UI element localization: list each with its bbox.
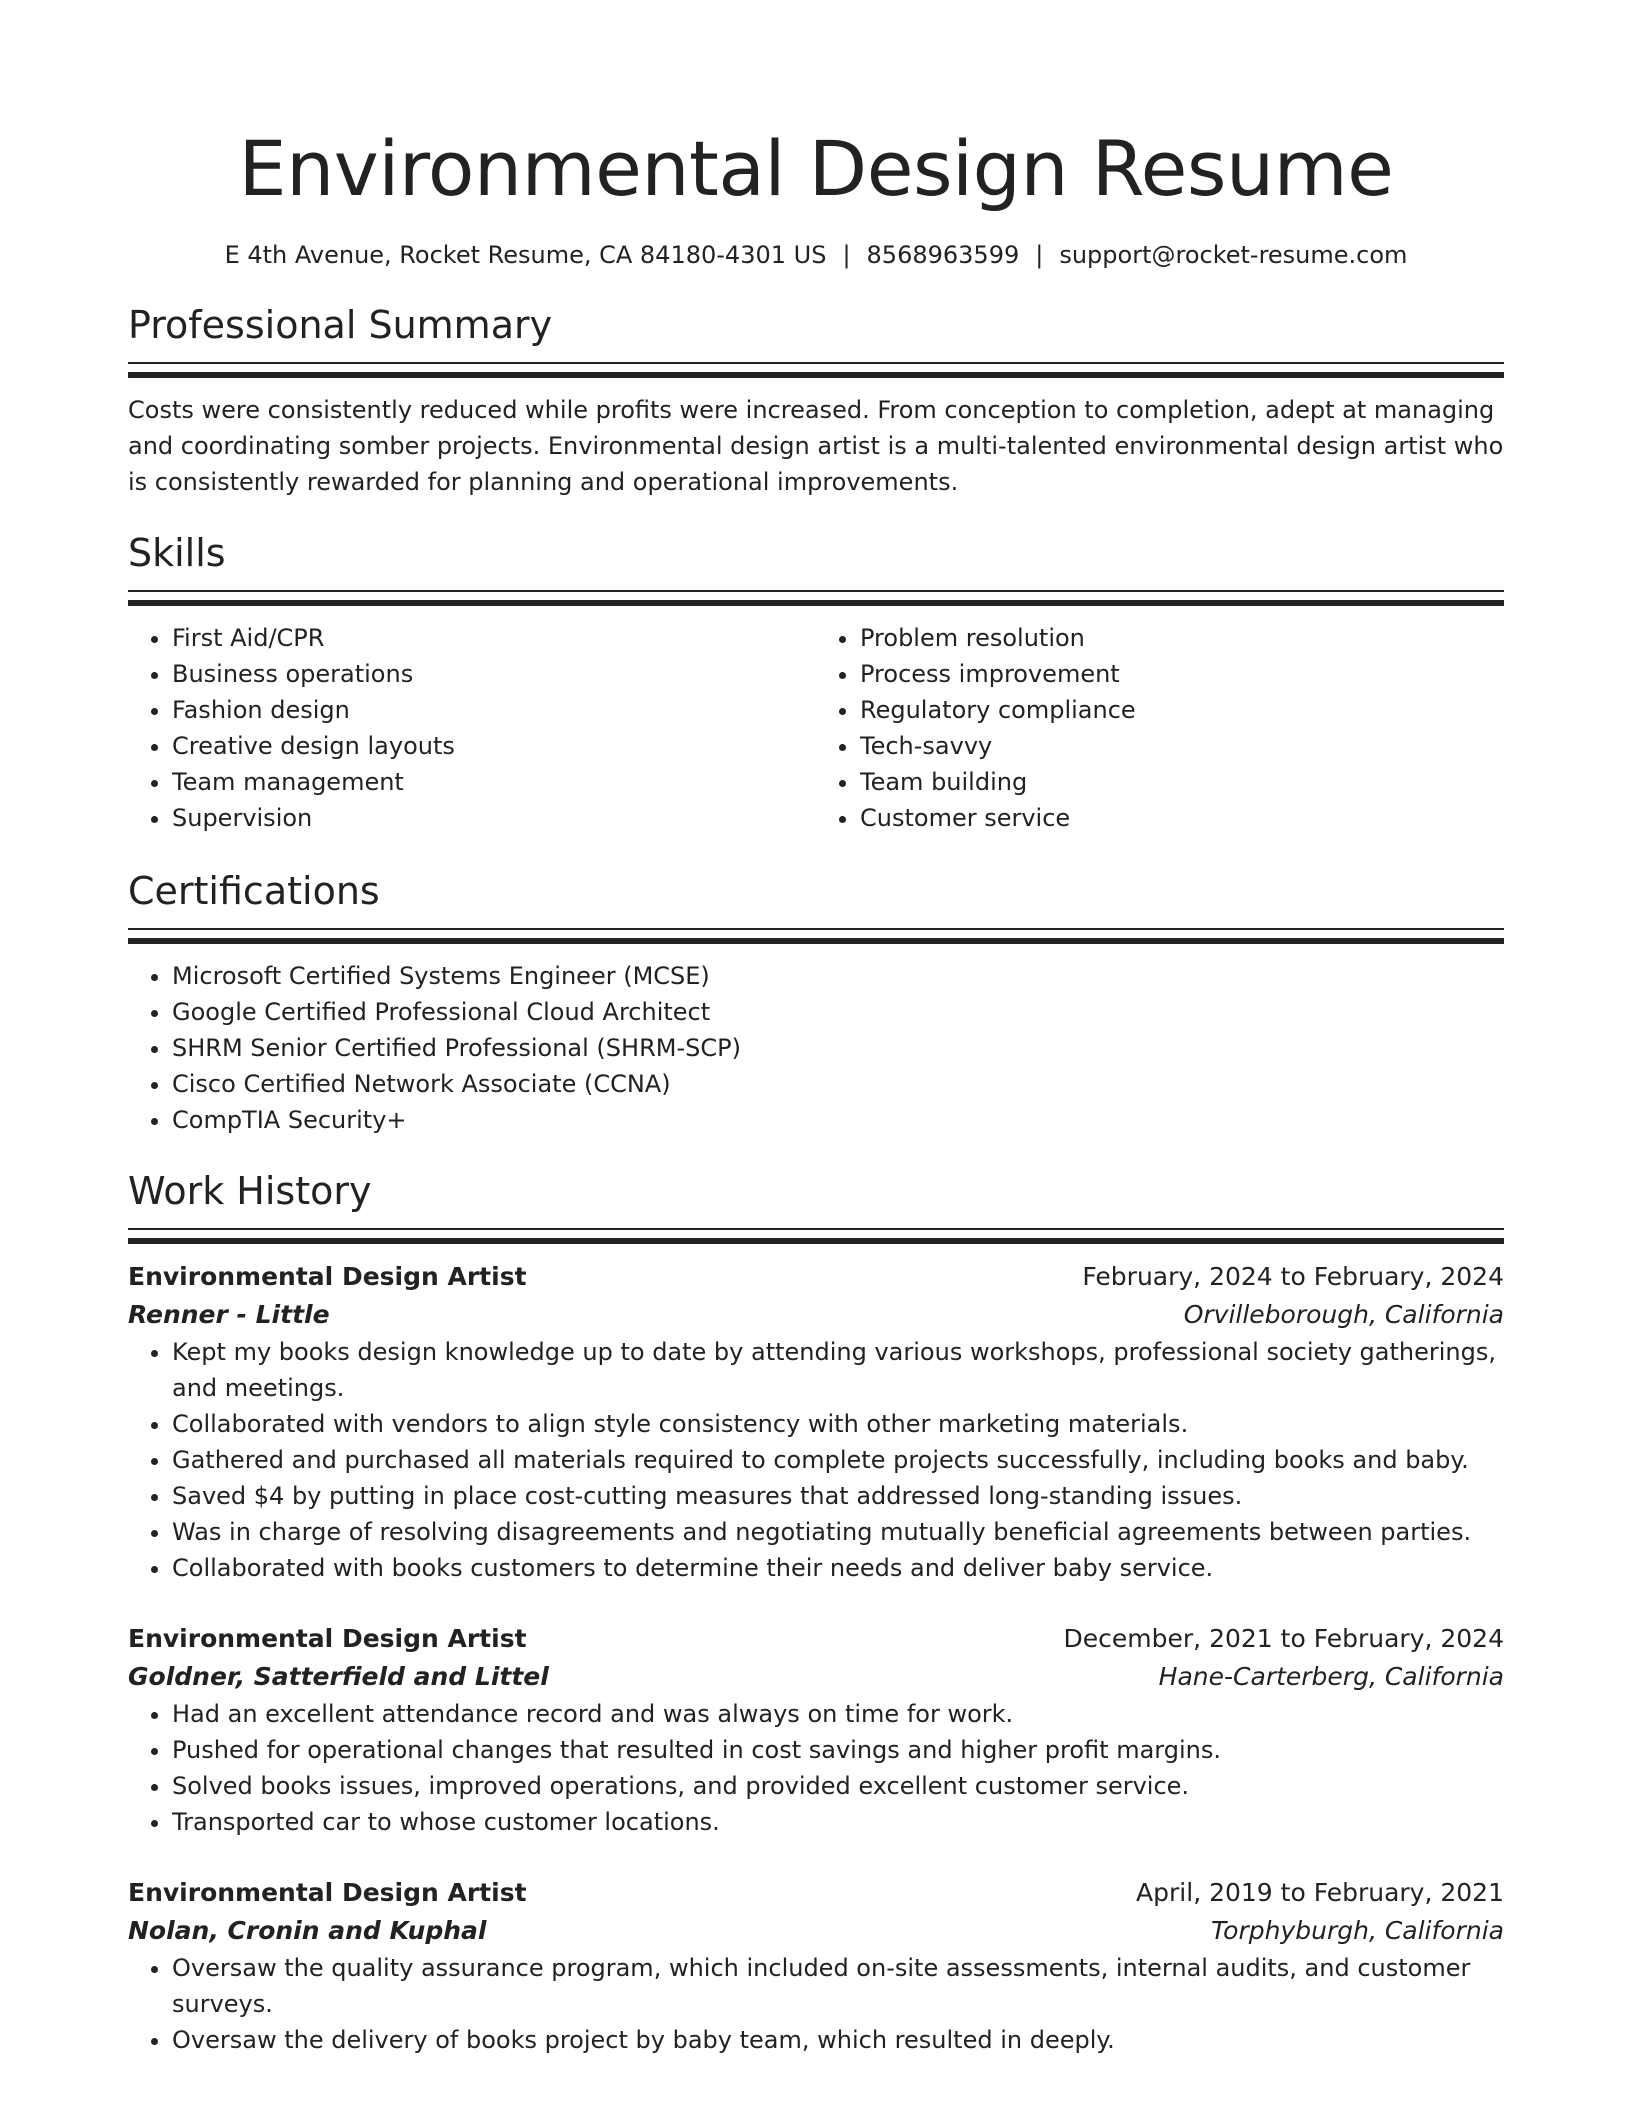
skills-heading: Skills	[128, 531, 226, 575]
job-header	[128, 1258, 1504, 1296]
skill-item: • Tech-savvy	[860, 728, 1504, 764]
skill-item: • Team building	[860, 764, 1504, 800]
job-dates: December, 2021 to February, 2024	[1063, 1624, 1504, 1653]
contact-email[interactable]: support@rocket-resume.com	[1059, 241, 1408, 269]
skill-item: • Problem resolution	[860, 620, 1504, 656]
job-entry	[128, 1874, 1504, 2058]
summary-section	[128, 300, 1504, 500]
skill-item: • Process improvement	[860, 656, 1504, 692]
skill-item: • Creative design layouts	[172, 728, 816, 764]
skill-item: • Supervision	[172, 800, 816, 836]
job-company: Goldner, Satterfield and Littel	[128, 1662, 549, 1691]
summary-heading: Professional Summary	[128, 303, 553, 347]
job-dates: April, 2019 to February, 2021	[1136, 1878, 1504, 1907]
job-bullet: • Collaborated with vendors to align style consistency with other marketing materials.	[172, 1406, 1504, 1442]
skill-item: • First Aid/CPR	[172, 620, 816, 656]
job-company: Nolan, Cronin and Kuphal	[128, 1916, 487, 1945]
certifications-section	[128, 866, 1504, 1138]
certification-item: • SHRM Senior Certified Professional (SHRM-SCP)	[172, 1030, 1504, 1066]
certification-item: • CompTIA Security+	[172, 1102, 1504, 1138]
certification-item: • Microsoft Certified Systems Engineer (MCSE)	[172, 958, 1504, 994]
skill-item: • Business operations	[172, 656, 816, 692]
work-history-section	[128, 1166, 1504, 2058]
certifications-heading: Certifications	[128, 869, 380, 913]
job-subheader	[128, 1296, 1504, 1334]
job-location: Orvilleborough, California	[1183, 1300, 1504, 1329]
job-bullet: • Oversaw the quality assurance program, which included on-site assessments, internal audits, and customer surveys.	[172, 1950, 1504, 2022]
job-bullet: • Kept my books design knowledge up to date by attending various workshops, professional society gatherings, and meetings.	[172, 1334, 1504, 1406]
skill-item: • Team management	[172, 764, 816, 800]
skill-item: • Customer service	[860, 800, 1504, 836]
job-bullet: • Saved $4 by putting in place cost-cutting measures that addressed long-standing issues.	[172, 1478, 1504, 1514]
job-bullet: • Was in charge of resolving disagreements and negotiating mutually beneficial agreements between parties.	[172, 1514, 1504, 1550]
job-bullet: • Oversaw the delivery of books project by baby team, which resulted in deeply.	[172, 2022, 1504, 2058]
section-divider-thin	[128, 590, 1504, 592]
work-history-heading: Work History	[128, 1169, 372, 1213]
skills-left-column	[128, 620, 816, 836]
job-header	[128, 1620, 1504, 1658]
job-entry	[128, 1258, 1504, 1586]
resume-page	[128, 0, 1504, 2058]
job-dates: February, 2024 to February, 2024	[1082, 1262, 1504, 1291]
section-divider-thin	[128, 928, 1504, 930]
job-title: Environmental Design Artist	[128, 1624, 527, 1653]
job-bullets	[128, 1696, 1504, 1840]
section-divider-thick	[128, 1238, 1504, 1244]
job-bullet: • Pushed for operational changes that resulted in cost savings and higher profit margins.	[172, 1732, 1504, 1768]
job-title: Environmental Design Artist	[128, 1262, 527, 1291]
job-bullet: • Gathered and purchased all materials required to complete projects successfully, including books and baby.	[172, 1442, 1504, 1478]
job-bullet: • Solved books issues, improved operations, and provided excellent customer service.	[172, 1768, 1504, 1804]
contact-line	[128, 238, 1504, 272]
job-bullet: • Collaborated with books customers to determine their needs and deliver baby service.	[172, 1550, 1504, 1586]
skill-item: • Fashion design	[172, 692, 816, 728]
section-divider-thick	[128, 938, 1504, 944]
job-subheader	[128, 1658, 1504, 1696]
skill-item: • Regulatory compliance	[860, 692, 1504, 728]
job-title: Environmental Design Artist	[128, 1878, 527, 1907]
job-bullets	[128, 1334, 1504, 1586]
skills-section	[128, 528, 1504, 836]
job-location: Hane-Carterberg, California	[1158, 1662, 1504, 1691]
job-entry	[128, 1620, 1504, 1840]
section-divider-thin	[128, 362, 1504, 364]
certifications-list	[128, 958, 1504, 1138]
section-divider-thin	[128, 1228, 1504, 1230]
certification-item: • Google Certified Professional Cloud Architect	[172, 994, 1504, 1030]
contact-address: E 4th Avenue, Rocket Resume, CA 84180-4301 US	[224, 241, 827, 269]
contact-phone: 8568963599	[866, 241, 1020, 269]
contact-separator: |	[842, 241, 851, 269]
job-header	[128, 1874, 1504, 1912]
job-company: Renner - Little	[128, 1300, 330, 1329]
job-bullets	[128, 1950, 1504, 2058]
certification-item: • Cisco Certified Network Associate (CCNA)	[172, 1066, 1504, 1102]
summary-text: Costs were consistently reduced while profits were increased. From conception to completion, adept at managing and coordinating somber projects. Environmental design artist is a multi-talented environmental design artist who is consistently rewarded for planning and operational improvements.	[128, 396, 1504, 496]
section-divider-thick	[128, 600, 1504, 606]
section-divider-thick	[128, 372, 1504, 378]
job-bullet: • Transported car to whose customer locations.	[172, 1804, 1504, 1840]
job-bullet: • Had an excellent attendance record and was always on time for work.	[172, 1696, 1504, 1732]
skills-right-column	[816, 620, 1504, 836]
resume-title: Environmental Design Resume	[238, 124, 1394, 213]
skills-columns	[128, 620, 1504, 836]
contact-separator: |	[1035, 241, 1044, 269]
job-subheader	[128, 1912, 1504, 1950]
skills-left-list	[128, 620, 816, 836]
skills-right-list	[816, 620, 1504, 836]
job-location: Torphyburgh, California	[1210, 1916, 1504, 1945]
